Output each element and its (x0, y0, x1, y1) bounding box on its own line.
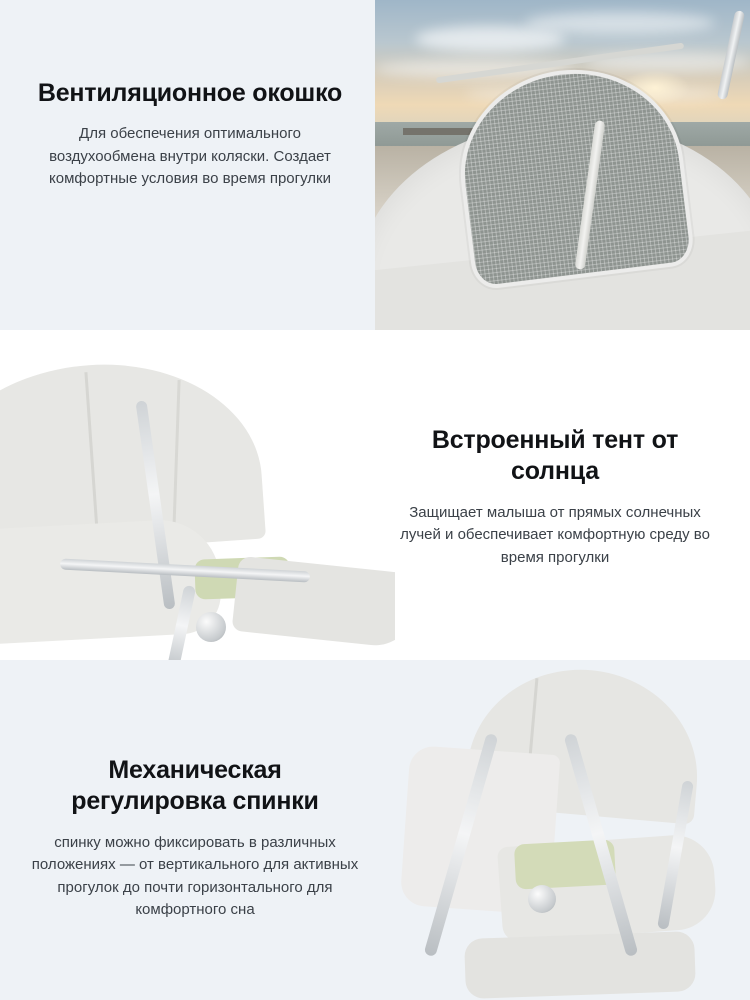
cloud-shape (525, 12, 715, 34)
sun-canopy-text-block (390, 425, 720, 569)
ventilation-headline: Вентиляционное окошко (37, 79, 343, 107)
backrest-body: спинку можно фиксировать в различных положениях — от вертикального для активных прогулок до почти горизонтального для комфортного сна (31, 833, 359, 918)
stroller-seat-base (0, 517, 223, 648)
ventilation-body: Для обеспечения оптимального воздухообмена внутри коляски. Создает комфортные условия во время прогулки (49, 125, 331, 188)
frame-joint-hub (196, 612, 226, 642)
backrest-photo (370, 660, 750, 1000)
stroller-basket (464, 931, 696, 999)
backrest-headline: Механическая регулировка спинки (71, 756, 319, 816)
ventilation-photo (375, 0, 750, 330)
feature-section-backrest (0, 660, 750, 1000)
sun-canopy-body: Защищает малыша от прямых солнечных лучей и обеспечивает комфортную среду во время прогулки (400, 503, 710, 566)
cloud-shape (415, 26, 565, 52)
ventilation-text-block (30, 78, 350, 191)
backrest-text-block (30, 755, 360, 922)
feature-section-ventilation (0, 0, 750, 330)
sun-canopy-photo (0, 330, 395, 660)
frame-joint-hub (528, 885, 556, 913)
sun-canopy-headline: Встроенный тент от солнца (431, 426, 679, 486)
feature-section-sun-canopy (0, 330, 750, 660)
